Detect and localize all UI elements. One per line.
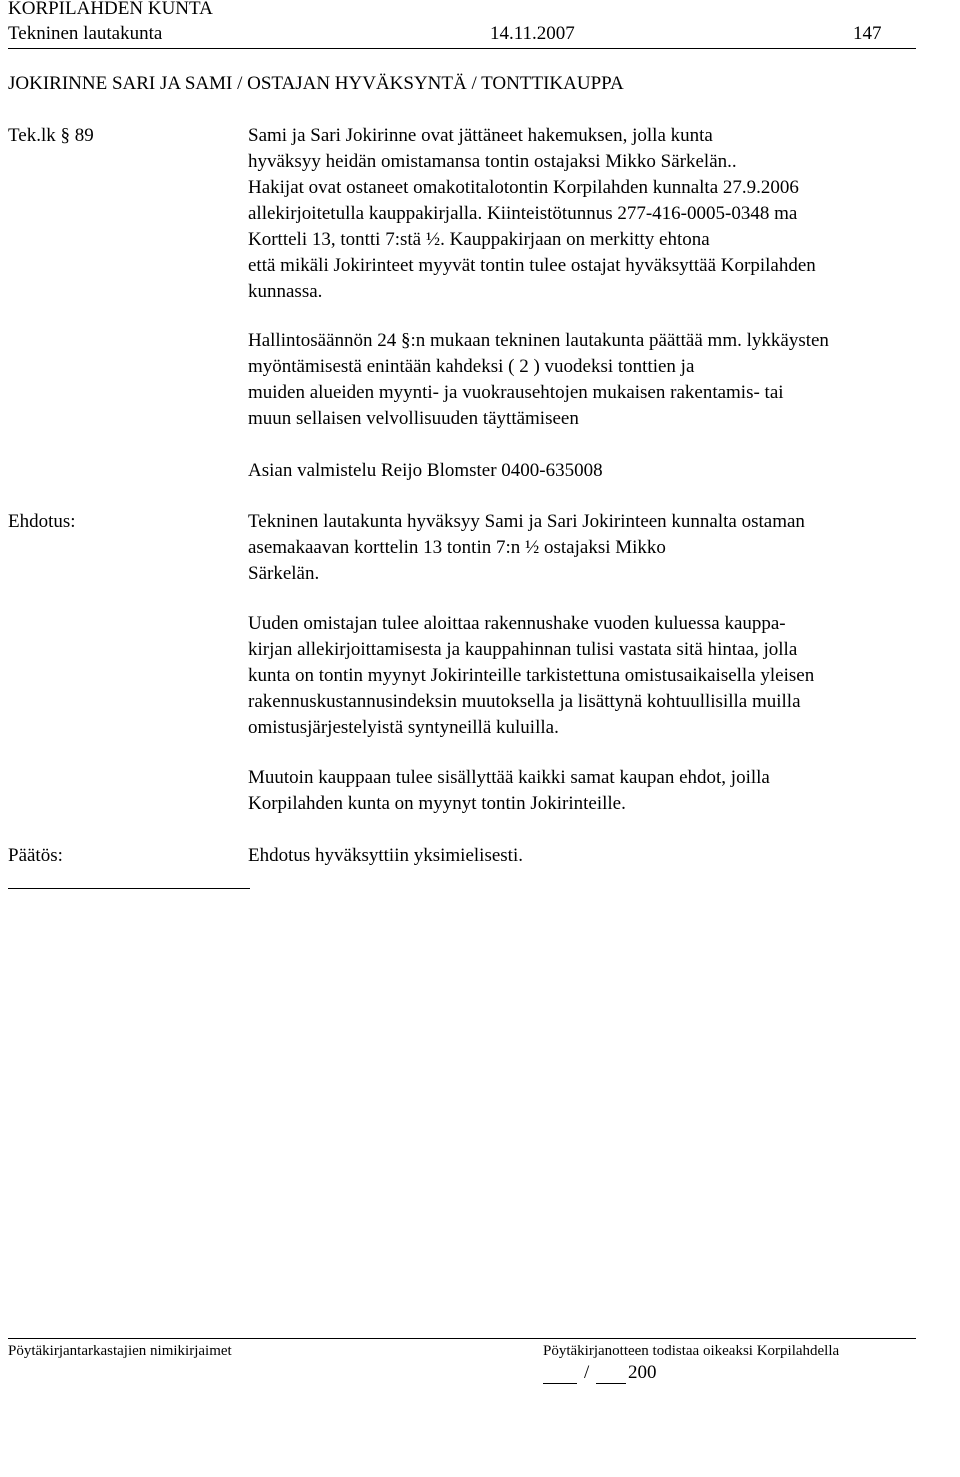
month-blank (596, 1383, 626, 1384)
text-line: Sami ja Sari Jokirinne ovat jättäneet hakemuksen, jolla kunta (248, 125, 713, 146)
case-reference: Tek.lk § 89 (8, 125, 94, 146)
text-line: muiden alueiden myynti- ja vuokrausehtojen mukaisen rakentamis- tai (248, 382, 784, 403)
footer-initials-label: Pöytäkirjantarkastajien nimikirjaimet (8, 1343, 232, 1359)
text-line: Muutoin kauppaan tulee sisällyttää kaikki samat kaupan ehdot, joilla (248, 767, 770, 788)
header-rule (8, 48, 916, 49)
proposal-label: Ehdotus: (8, 511, 76, 532)
text-line: Hakijat ovat ostaneet omakotitalotontin Korpilahden kunnalta 27.9.2006 (248, 177, 799, 198)
meeting-date: 14.11.2007 (490, 23, 575, 44)
text-line: kirjan allekirjoittamisesta ja kauppahinnan tulisi vastata sitä hintaa, jolla (248, 639, 798, 660)
page-number: 147 (853, 23, 882, 44)
proposal-conditions-paragraph (248, 611, 948, 741)
text-line: asemakaavan korttelin 13 tontin 7:n ½ ostajaksi Mikko (248, 537, 666, 558)
text-line: Tekninen lautakunta hyväksyy Sami ja Sari Jokirinteen kunnalta ostaman (248, 511, 805, 532)
proposal-terms-paragraph (248, 765, 948, 817)
document-title: JOKIRINNE SARI JA SAMI / OSTAJAN HYVÄKSYNTÄ / TONTTIKAUPPA (8, 73, 624, 94)
footer-rule (8, 1338, 916, 1339)
decision-rule (8, 888, 250, 889)
footer-certification-label: Pöytäkirjanotteen todistaa oikeaksi Korpilahdella (543, 1343, 840, 1359)
decision-text: Ehdotus hyväksyttiin yksimielisesti. (248, 845, 523, 866)
text-line: Kortteli 13, tontti 7:stä ½. Kauppakirjaan on merkitty ehtona (248, 229, 710, 250)
background-paragraph (248, 123, 948, 305)
text-line: Korpilahden kunta on myynyt tontin Jokirinteille. (248, 793, 626, 814)
preparer-line: Asian valmistelu Reijo Blomster 0400-635008 (248, 460, 603, 481)
org-name: KORPILAHDEN KUNTA (8, 0, 213, 19)
text-line: kunta on tontin myynyt Jokirinteille tarkistettuna omistusaikaisella yleisen (248, 665, 815, 686)
text-line: Hallintosäännön 24 §:n mukaan tekninen lautakunta päättää mm. lykkäysten (248, 330, 829, 351)
regulation-paragraph (248, 328, 948, 432)
text-line: että mikäli Jokirinteet myyvät tontin tulee ostajat hyväksyttää Korpilahden (248, 255, 816, 276)
text-line: hyväksyy heidän omistamansa tontin ostajaksi Mikko Särkelän.. (248, 151, 737, 172)
day-blank (543, 1383, 577, 1384)
text-line: kunnassa. (248, 281, 323, 302)
text-line: Särkelän. (248, 563, 320, 584)
department: Tekninen lautakunta (8, 23, 163, 44)
text-line: Uuden omistajan tulee aloittaa rakennushake vuoden kuluessa kauppa- (248, 613, 786, 634)
proposal-paragraph (248, 509, 948, 587)
text-line: myöntämisestä enintään kahdeksi ( 2 ) vuodeksi tonttien ja (248, 356, 695, 377)
text-line: allekirjoitetulla kauppakirjalla. Kiinteistötunnus 277-416-0005-0348 ma (248, 203, 798, 224)
date-year: 200 (628, 1362, 657, 1383)
text-line: omistusjärjestelyistä syntyneillä kuluilla. (248, 717, 559, 738)
text-line: rakennuskustannusindeksin muutoksella ja lisättynä kohtuullisilla muilla (248, 691, 801, 712)
decision-label: Päätös: (8, 845, 63, 866)
text-line: muun sellaisen velvollisuuden täyttämiseen (248, 408, 579, 429)
date-slash: / (584, 1362, 590, 1383)
